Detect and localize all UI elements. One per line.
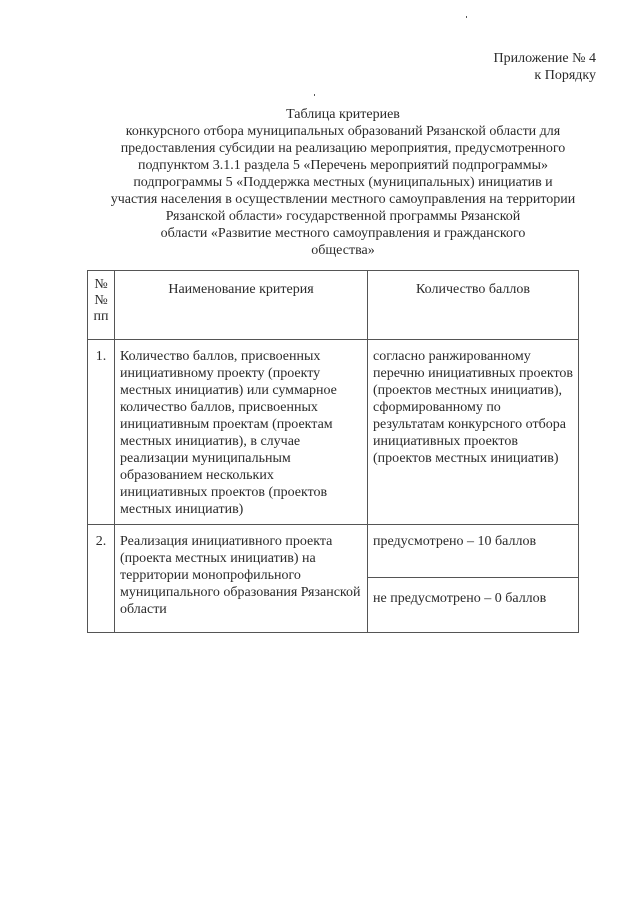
title-line: конкурсного отбора муниципальных образований Рязанской области для bbox=[125, 124, 561, 139]
criterion-name: Количество баллов, присвоенных инициативному проекту (проекту местных инициатив) или суммарное количество баллов, присвоенных инициативным проектам (проектам местных инициатив), в случае реализации муниципальным образованием нескольких инициативных проектов (проектов местных инициатив) bbox=[115, 340, 368, 525]
criterion-score-not-provided: не предусмотрено – 0 баллов bbox=[368, 578, 579, 633]
table-row bbox=[88, 340, 579, 525]
criterion-score-provided: предусмотрено – 10 баллов bbox=[368, 525, 579, 578]
title-line: Рязанской области» государственной программы Рязанской bbox=[165, 209, 521, 224]
header-number bbox=[88, 271, 115, 340]
title-line: участия населения в осуществлении местного самоуправления на территории bbox=[110, 192, 576, 207]
header-criterion-name: Наименование критерия bbox=[115, 271, 368, 340]
header-number-line: № bbox=[94, 277, 108, 292]
title-line: области «Развитие местного самоуправления и гражданского bbox=[160, 226, 526, 241]
row-number: 1. bbox=[88, 340, 115, 525]
title-line: Таблица критериев bbox=[286, 107, 400, 122]
scan-speck bbox=[466, 16, 467, 18]
title-line: общества» bbox=[311, 243, 375, 258]
title-line: подпрограммы 5 «Поддержка местных (муниципальных) инициатив и bbox=[133, 175, 553, 190]
title-line: подпунктом 3.1.1 раздела 5 «Перечень мероприятий подпрограммы» bbox=[137, 158, 549, 173]
document-title bbox=[100, 106, 586, 259]
title-line: предоставления субсидии на реализацию мероприятия, предусмотренного bbox=[120, 141, 566, 156]
row-number: 2. bbox=[88, 525, 115, 633]
criterion-score: согласно ранжированному перечню инициативных проектов (проектов местных инициатив), сформированному по результатам конкурсного отбора инициативных проектов (проектов местных инициатив) bbox=[368, 340, 579, 525]
table-row bbox=[88, 525, 579, 578]
scan-speck bbox=[314, 94, 315, 96]
header-number-line: № bbox=[94, 293, 108, 308]
appendix-reference bbox=[494, 50, 597, 84]
header-score: Количество баллов bbox=[368, 271, 579, 340]
header-number-line: пп bbox=[93, 309, 109, 324]
appendix-number: Приложение № 4 bbox=[493, 51, 596, 66]
criteria-table bbox=[87, 270, 579, 633]
appendix-order: к Порядку bbox=[534, 68, 596, 83]
criterion-name: Реализация инициативного проекта (проекта местных инициатив) на территории монопрофильного муниципального образования Рязанской области bbox=[115, 525, 368, 633]
table-header-row bbox=[88, 271, 579, 340]
